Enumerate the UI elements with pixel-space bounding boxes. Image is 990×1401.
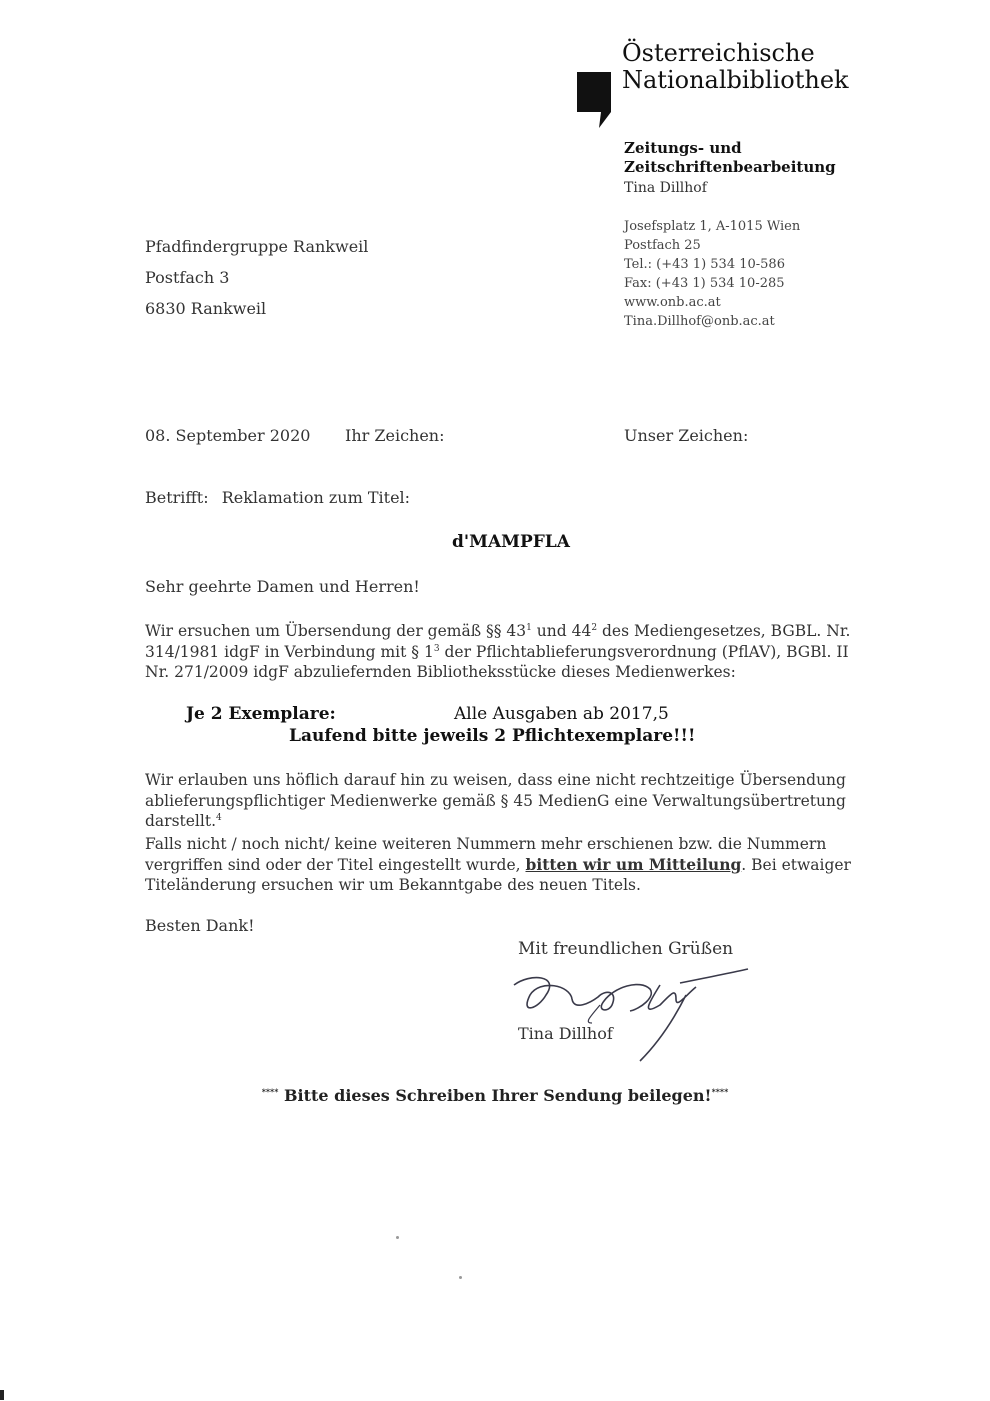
scan-speck — [459, 1276, 462, 1279]
ihr-zeichen-label: Ihr Zeichen: — [345, 426, 445, 445]
contact-fax: Fax: (+43 1) 534 10-285 — [624, 276, 785, 291]
request-text-d: der Pflichtablieferungsverordnung (PflAV), BGBl. II Nr. 271/2009 idgF abzuliefernden Bibliotheksstücke dieses Medienwerkes: — [145, 642, 849, 681]
footnote-ref-2: 2 — [591, 622, 598, 633]
publication-title: d'MAMPFLA — [452, 532, 570, 552]
notice-text-c: . Bei etwaiger Titeländerung ersuchen wir um Bekanntgabe des neuen Titels. — [145, 855, 851, 894]
request-text-a: Wir ersuchen um Übersendung der gemäß §§ 43 — [145, 622, 527, 640]
scan-speck — [396, 1236, 399, 1239]
footnote-ref-1: 1 — [526, 622, 532, 633]
footer-stars-left: **** — [261, 1086, 279, 1097]
onb-logo-mark-icon — [577, 72, 611, 128]
department-line2: Zeitschriftenbearbeitung — [624, 158, 836, 176]
request-paragraph — [145, 621, 865, 683]
ausgaben-text: Alle Ausgaben ab 2017,5 — [454, 704, 669, 724]
exemplare-label: Je 2 Exemplare: — [186, 704, 336, 724]
request-text-c: des Mediengesetzes, BGBL. Nr. 314/1981 idgF in Verbindung mit § 1 — [145, 622, 851, 661]
recipient-city: 6830 Rankweil — [145, 299, 267, 318]
contact-phone: Tel.: (+43 1) 534 10-586 — [624, 257, 785, 272]
recipient-postbox: Postfach 3 — [145, 268, 230, 287]
contact-email: Tina.Dillhof@onb.ac.at — [624, 314, 775, 329]
handwritten-signature-icon — [500, 965, 760, 1065]
org-name-line1: Österreichische — [622, 39, 815, 67]
department-line1: Zeitungs- und — [624, 139, 742, 157]
request-text-b: und 44 — [531, 622, 592, 640]
notice-text-a: Falls nicht / noch nicht/ keine weiteren Nummern mehr erschienen bzw. die Nummern vergriffen sind oder der Titel eingestellt wurde, — [145, 835, 827, 874]
notice-paragraph — [145, 834, 865, 896]
footnote-ref-3: 3 — [433, 643, 440, 654]
department-person: Tina Dillhof — [624, 180, 707, 196]
scan-edge-mark — [0, 1390, 4, 1400]
footer-stars-right: **** — [711, 1086, 729, 1097]
contact-address: Josefsplatz 1, A-1015 Wien — [624, 219, 801, 234]
subject-text: Reklamation zum Titel: — [221, 488, 411, 507]
reminder-text: Wir erlauben uns höflich darauf hin zu weisen, dass eine nicht rechtzeitige Übersendung ablieferungspflichtiger Medienwerke gemäß § 45 MedienG eine Verwaltungsübertretung darstellt. — [145, 771, 846, 830]
footnote-ref-4: 4 — [216, 812, 222, 823]
contact-website: www.onb.ac.at — [624, 295, 721, 310]
letter-date: 08. September 2020 — [145, 426, 311, 445]
signer-name: Tina Dillhof — [518, 1024, 613, 1043]
closing-text: Mit freundlichen Grüßen — [518, 939, 734, 959]
reminder-paragraph — [145, 770, 865, 832]
recipient-name: Pfadfindergruppe Rankweil — [145, 237, 369, 256]
footer-note — [0, 1086, 990, 1105]
salutation: Sehr geehrte Damen und Herren! — [145, 577, 420, 596]
thanks-text: Besten Dank! — [145, 916, 255, 935]
subject-label: Betrifft: — [145, 488, 209, 507]
org-name-line2: Nationalbibliothek — [622, 66, 849, 94]
notice-emphasis: bitten wir um Mitteilung — [525, 854, 742, 874]
unser-zeichen-label: Unser Zeichen: — [624, 426, 749, 445]
contact-postbox: Postfach 25 — [624, 238, 701, 253]
laufend-text: Laufend bitte jeweils 2 Pflichtexemplare!!! — [289, 726, 696, 746]
subject-line — [145, 488, 410, 507]
footer-text: Bitte dieses Schreiben Ihrer Sendung beilegen! — [278, 1086, 712, 1105]
